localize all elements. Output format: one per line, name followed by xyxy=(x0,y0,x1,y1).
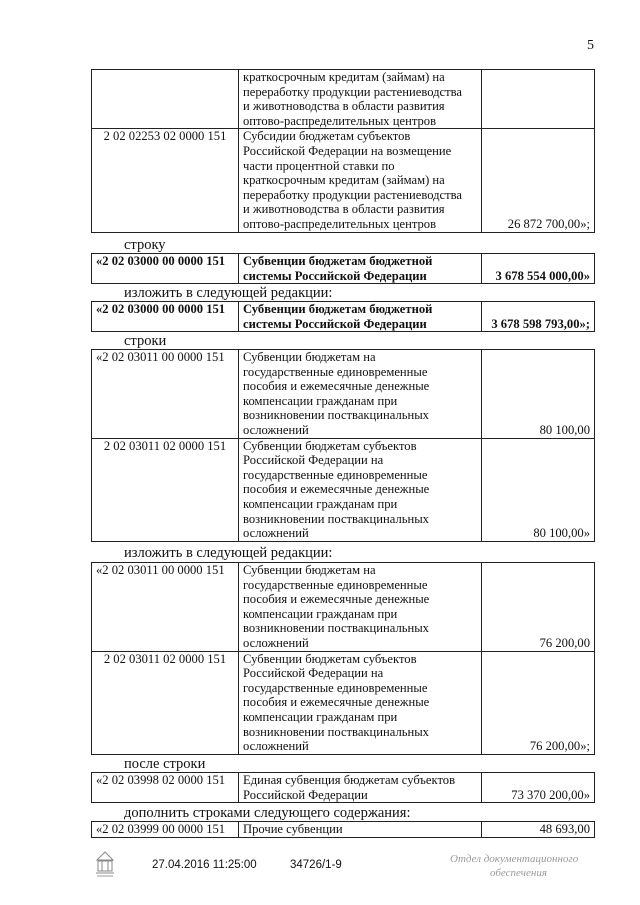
budget-amount: 3 678 554 000,00» xyxy=(482,254,595,284)
table-row xyxy=(92,350,595,439)
description-line: Субвенции бюджетам бюджетной xyxy=(243,254,433,268)
description-line: возникновении поствакцинальных xyxy=(243,511,429,526)
description-line: Субвенции бюджетам бюджетной xyxy=(243,302,433,316)
description-line: государственные единовременные xyxy=(243,364,428,379)
budget-description xyxy=(239,563,482,652)
description-line: возникновении поствакцинальных xyxy=(243,724,429,739)
budget-description xyxy=(239,129,482,232)
description-line: государственные единовременные xyxy=(243,680,428,695)
budget-description xyxy=(239,438,482,541)
budget-amount: 26 872 700,00»; xyxy=(482,129,595,232)
table-row xyxy=(92,70,595,129)
page-number: 5 xyxy=(587,38,594,53)
description-line: части процентной ставки по xyxy=(243,158,395,173)
description-line: Российской Федерации на xyxy=(243,666,384,681)
description-line: компенсации гражданам при xyxy=(243,709,398,724)
table-row xyxy=(92,438,595,541)
label-stroku: строку xyxy=(124,237,166,253)
table-row xyxy=(92,563,595,652)
table-row xyxy=(92,302,595,332)
description-line: Субвенции бюджетам на xyxy=(243,563,376,577)
table-row xyxy=(92,773,595,803)
description-line: возникновении поствакцинальных xyxy=(243,621,429,636)
description-line: системы Российской Федерации xyxy=(243,268,427,283)
table-row xyxy=(92,254,595,284)
footer-timestamp: 27.04.2016 11:25:00 xyxy=(152,859,257,871)
label-izlozhit-2: изложить в следующей редакции: xyxy=(124,545,333,561)
budget-table-new-total xyxy=(91,301,595,332)
description-line: переработку продукции растениеводства xyxy=(243,84,462,99)
budget-table-continuation xyxy=(91,69,595,233)
table-row xyxy=(92,822,595,838)
footer-document-number: 34726/1-9 xyxy=(290,859,342,871)
description-line: краткосрочным кредитам (займам) на xyxy=(243,173,445,188)
budget-code: «2 02 03998 02 0000 151 xyxy=(92,773,239,803)
description-line: пособия и ежемесячные денежные xyxy=(243,482,430,497)
budget-code: «2 02 03000 00 0000 151 xyxy=(92,254,239,284)
budget-amount: 76 200,00 xyxy=(482,563,595,652)
budget-amount: 3 678 598 793,00»; xyxy=(482,302,595,332)
description-line: краткосрочным кредитам (займам) на xyxy=(243,70,445,84)
label-stroki: строки xyxy=(124,333,167,349)
description-line: оптово-распределительных центров xyxy=(243,216,437,231)
budget-code: «2 02 03000 00 0000 151 xyxy=(92,302,239,332)
budget-table-single-subvention xyxy=(91,772,595,803)
budget-code: «2 02 03011 00 0000 151 xyxy=(92,350,239,439)
budget-code: 2 02 03011 02 0000 151 xyxy=(92,438,239,541)
description-line: системы Российской Федерации xyxy=(243,316,427,331)
description-line: Прочие субвенции xyxy=(243,822,343,836)
budget-code xyxy=(92,70,239,129)
description-line: компенсации гражданам при xyxy=(243,606,398,621)
description-line: и животноводства в области развития xyxy=(243,202,445,217)
budget-amount: 48 693,00 xyxy=(482,822,595,838)
budget-amount: 76 200,00»; xyxy=(482,651,595,754)
description-line: государственные единовременные xyxy=(243,467,428,482)
footer-stamp xyxy=(450,852,578,880)
budget-description xyxy=(239,254,482,284)
budget-description xyxy=(239,773,482,803)
footer-stamp-line1: Отдел документационного xyxy=(450,853,579,865)
description-line: Российской Федерации на xyxy=(243,453,384,468)
description-line: пособия и ежемесячные денежные xyxy=(243,592,430,607)
budget-table-new-subventions xyxy=(91,562,595,755)
label-posle-stroki: после строки xyxy=(124,756,206,772)
description-line: осложнений xyxy=(243,526,309,541)
budget-code: «2 02 03999 00 0000 151 xyxy=(92,822,239,838)
description-line: государственные единовременные xyxy=(243,577,428,592)
label-dopolnit: дополнить строками следующего содержания: xyxy=(124,805,411,821)
description-line: компенсации гражданам при xyxy=(243,496,398,511)
budget-code: «2 02 03011 00 0000 151 xyxy=(92,563,239,652)
description-line: Субсидии бюджетам субъектов xyxy=(243,129,411,144)
description-line: пособия и ежемесячные денежные xyxy=(243,695,430,710)
budget-table-old-subventions xyxy=(91,349,595,542)
budget-table-other-subventions xyxy=(91,821,595,838)
budget-code: 2 02 03011 02 0000 151 xyxy=(92,651,239,754)
table-row xyxy=(92,651,595,754)
description-line: осложнений xyxy=(243,635,309,650)
budget-description xyxy=(239,302,482,332)
table-row xyxy=(92,129,595,232)
description-line: Российской Федерации на возмещение xyxy=(243,143,452,158)
description-line: осложнений xyxy=(243,739,309,754)
footer-stamp-line2: обеспечения xyxy=(490,867,547,879)
budget-amount xyxy=(482,70,595,129)
description-line: оптово-распределительных центров xyxy=(243,113,437,128)
description-line: осложнений xyxy=(243,422,309,437)
label-izlozhit-1: изложить в следующей редакции: xyxy=(124,285,333,301)
description-line: возникновении поствакцинальных xyxy=(243,408,429,423)
budget-code: 2 02 02253 02 0000 151 xyxy=(92,129,239,232)
description-line: компенсации гражданам при xyxy=(243,393,398,408)
budget-description xyxy=(239,822,482,838)
budget-description xyxy=(239,651,482,754)
registry-logo-icon xyxy=(94,848,116,878)
description-line: Субвенции бюджетам субъектов xyxy=(243,438,417,453)
budget-amount: 73 370 200,00» xyxy=(482,773,595,803)
budget-amount: 80 100,00» xyxy=(482,438,595,541)
description-line: Субвенции бюджетам субъектов xyxy=(243,651,417,666)
budget-table-old-total xyxy=(91,253,595,284)
budget-description xyxy=(239,350,482,439)
description-line: Российской Федерации xyxy=(243,787,368,802)
description-line: переработку продукции растениеводства xyxy=(243,187,462,202)
description-line: пособия и ежемесячные денежные xyxy=(243,379,430,394)
description-line: и животноводства в области развития xyxy=(243,99,445,114)
budget-description xyxy=(239,70,482,129)
budget-amount: 80 100,00 xyxy=(482,350,595,439)
description-line: Единая субвенция бюджетам субъектов xyxy=(243,773,456,787)
description-line: Субвенции бюджетам на xyxy=(243,350,376,364)
